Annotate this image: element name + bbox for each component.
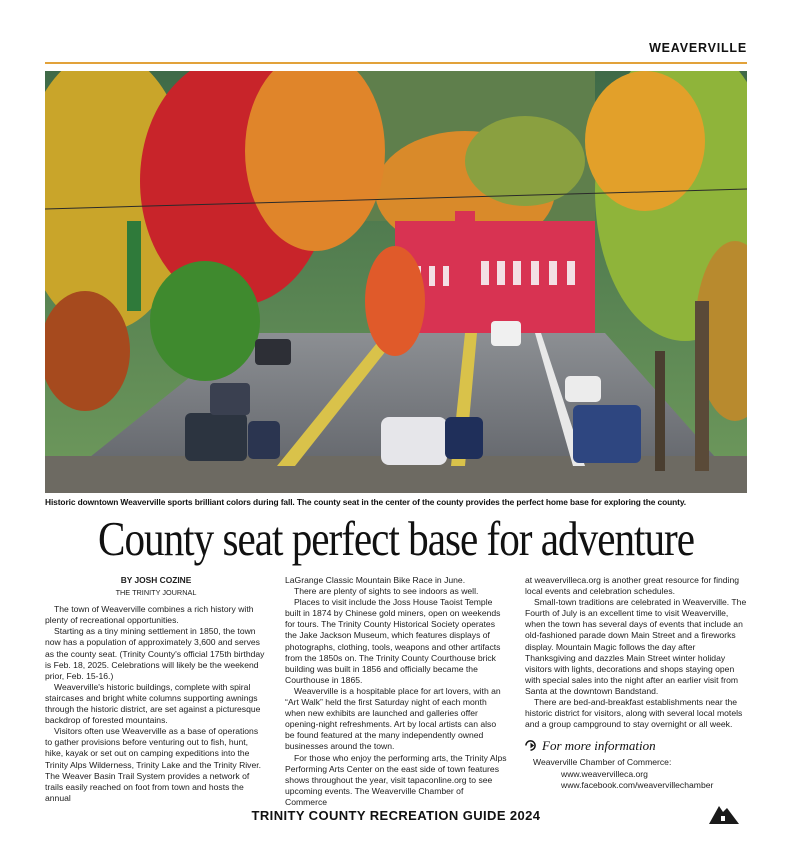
paragraph: Small-town traditions are celebrated in Weaverville. The Fourth of July is an excellent time to visit Weaverville, when the town has several days of events that include an old-fashioned parade down Main Street and a fireworks display. Mountain Magic follows the day after Thanksgiving and dazzles Main Street winter holiday visitors with lights, decorations and shops staying open with special sales into the night after an earlier visit from Santa at the downtown Bandstand.	[525, 597, 747, 696]
photo-illustration	[45, 71, 747, 493]
section-label: WEAVERVILLE	[649, 41, 747, 55]
byline	[45, 575, 267, 598]
paragraph: Weaverville is a hospitable place for art lovers, with an “Art Walk” held the first Saturday night of each month when new exhibits are launched and galleries offer opening-night refreshments. Art by local artists can also be found featured at the many independently owned businesses around the town.	[285, 685, 501, 752]
paragraph: There are bed-and-breakfast establishments near the historic district for visitors, along with several local motels and a group campground to stay overnight or all week.	[525, 697, 743, 730]
article-column-2	[285, 575, 507, 808]
photo-caption: Historic downtown Weaverville sports brilliant colors during fall. The county seat in the center of the county provides the perfect home base for exploring the county.	[45, 497, 686, 507]
byline-name: BY JOSH COZINE	[120, 575, 192, 585]
website-link[interactable]: www.weavervilleca.org	[561, 768, 648, 779]
paragraph: For those who enjoy the performing arts, the Trinity Alps Performing Arts Center on the east side of town features shows throughout the year, visit tapaconline.org to see upcoming events. The Weaverville Chamber of Commerce	[285, 752, 507, 807]
article-column-1	[45, 575, 267, 804]
street-photo	[45, 71, 747, 493]
arrow-right-icon	[525, 740, 536, 751]
headline: County seat perfect base for adventure	[98, 511, 694, 566]
paragraph: Places to visit include the Joss House Taoist Temple built in 1874 by Chinese gold miners, open on weekends for tours. The Trinity County Historical Society operates the Jake Jackson Museum, which features displays of photographs, clothing, tools, weapons and other artifacts from the 1850s on. The Trinity County Courthouse brick building was built in 1856 and officially became the Courthouse in 1865.	[285, 597, 501, 685]
contact-org: Weaverville Chamber of Commerce:	[533, 757, 672, 768]
paragraph: at weavervilleca.org is another great resource for finding local events and celebration schedules.	[525, 575, 740, 597]
more-info-heading	[525, 738, 747, 754]
contact-info	[525, 757, 747, 790]
mountain-logo-icon	[709, 802, 739, 826]
footer-title: TRINITY COUNTY RECREATION GUIDE 2024	[251, 808, 541, 823]
paragraph: The town of Weaverville combines a rich history with plenty of recreational opportunities.	[45, 604, 254, 626]
paragraph: There are plenty of sights to see indoors as well.	[294, 586, 479, 597]
header-rule	[45, 62, 747, 64]
article-column-3	[525, 575, 747, 791]
more-info-heading-text: For more information	[542, 738, 656, 754]
byline-org: THE TRINITY JOURNAL	[115, 588, 197, 598]
paragraph: Visitors often use Weaverville as a base of operations to gather provisions before venturing out to fish, hunt, hike, kayak or set out on camping expeditions into the Trinity Alps Wilderness, Trinity Lake and the Trinity River. The Weaver Basin Trail System provides a network of trails easily reached on foot from town and hosts the annual	[45, 726, 262, 803]
paragraph: Weaverville's historic buildings, complete with spiral staircases and bright white columns supporting awnings through the historic district, are set against a picturesque backdrop of forested mountains.	[45, 681, 261, 726]
paragraph: LaGrange Classic Mountain Bike Race in June.	[285, 575, 466, 585]
paragraph: Starting as a tiny mining settlement in 1850, the town now has a population of approximately 3,600 and serves as the county seat. (Trinity County's official 175th birthday is Feb. 18, 2025. Celebrations will likely be the weekend prior, Feb. 15-16.)	[45, 626, 265, 681]
facebook-link[interactable]: www.facebook.com/weavervillechamber	[561, 779, 714, 790]
